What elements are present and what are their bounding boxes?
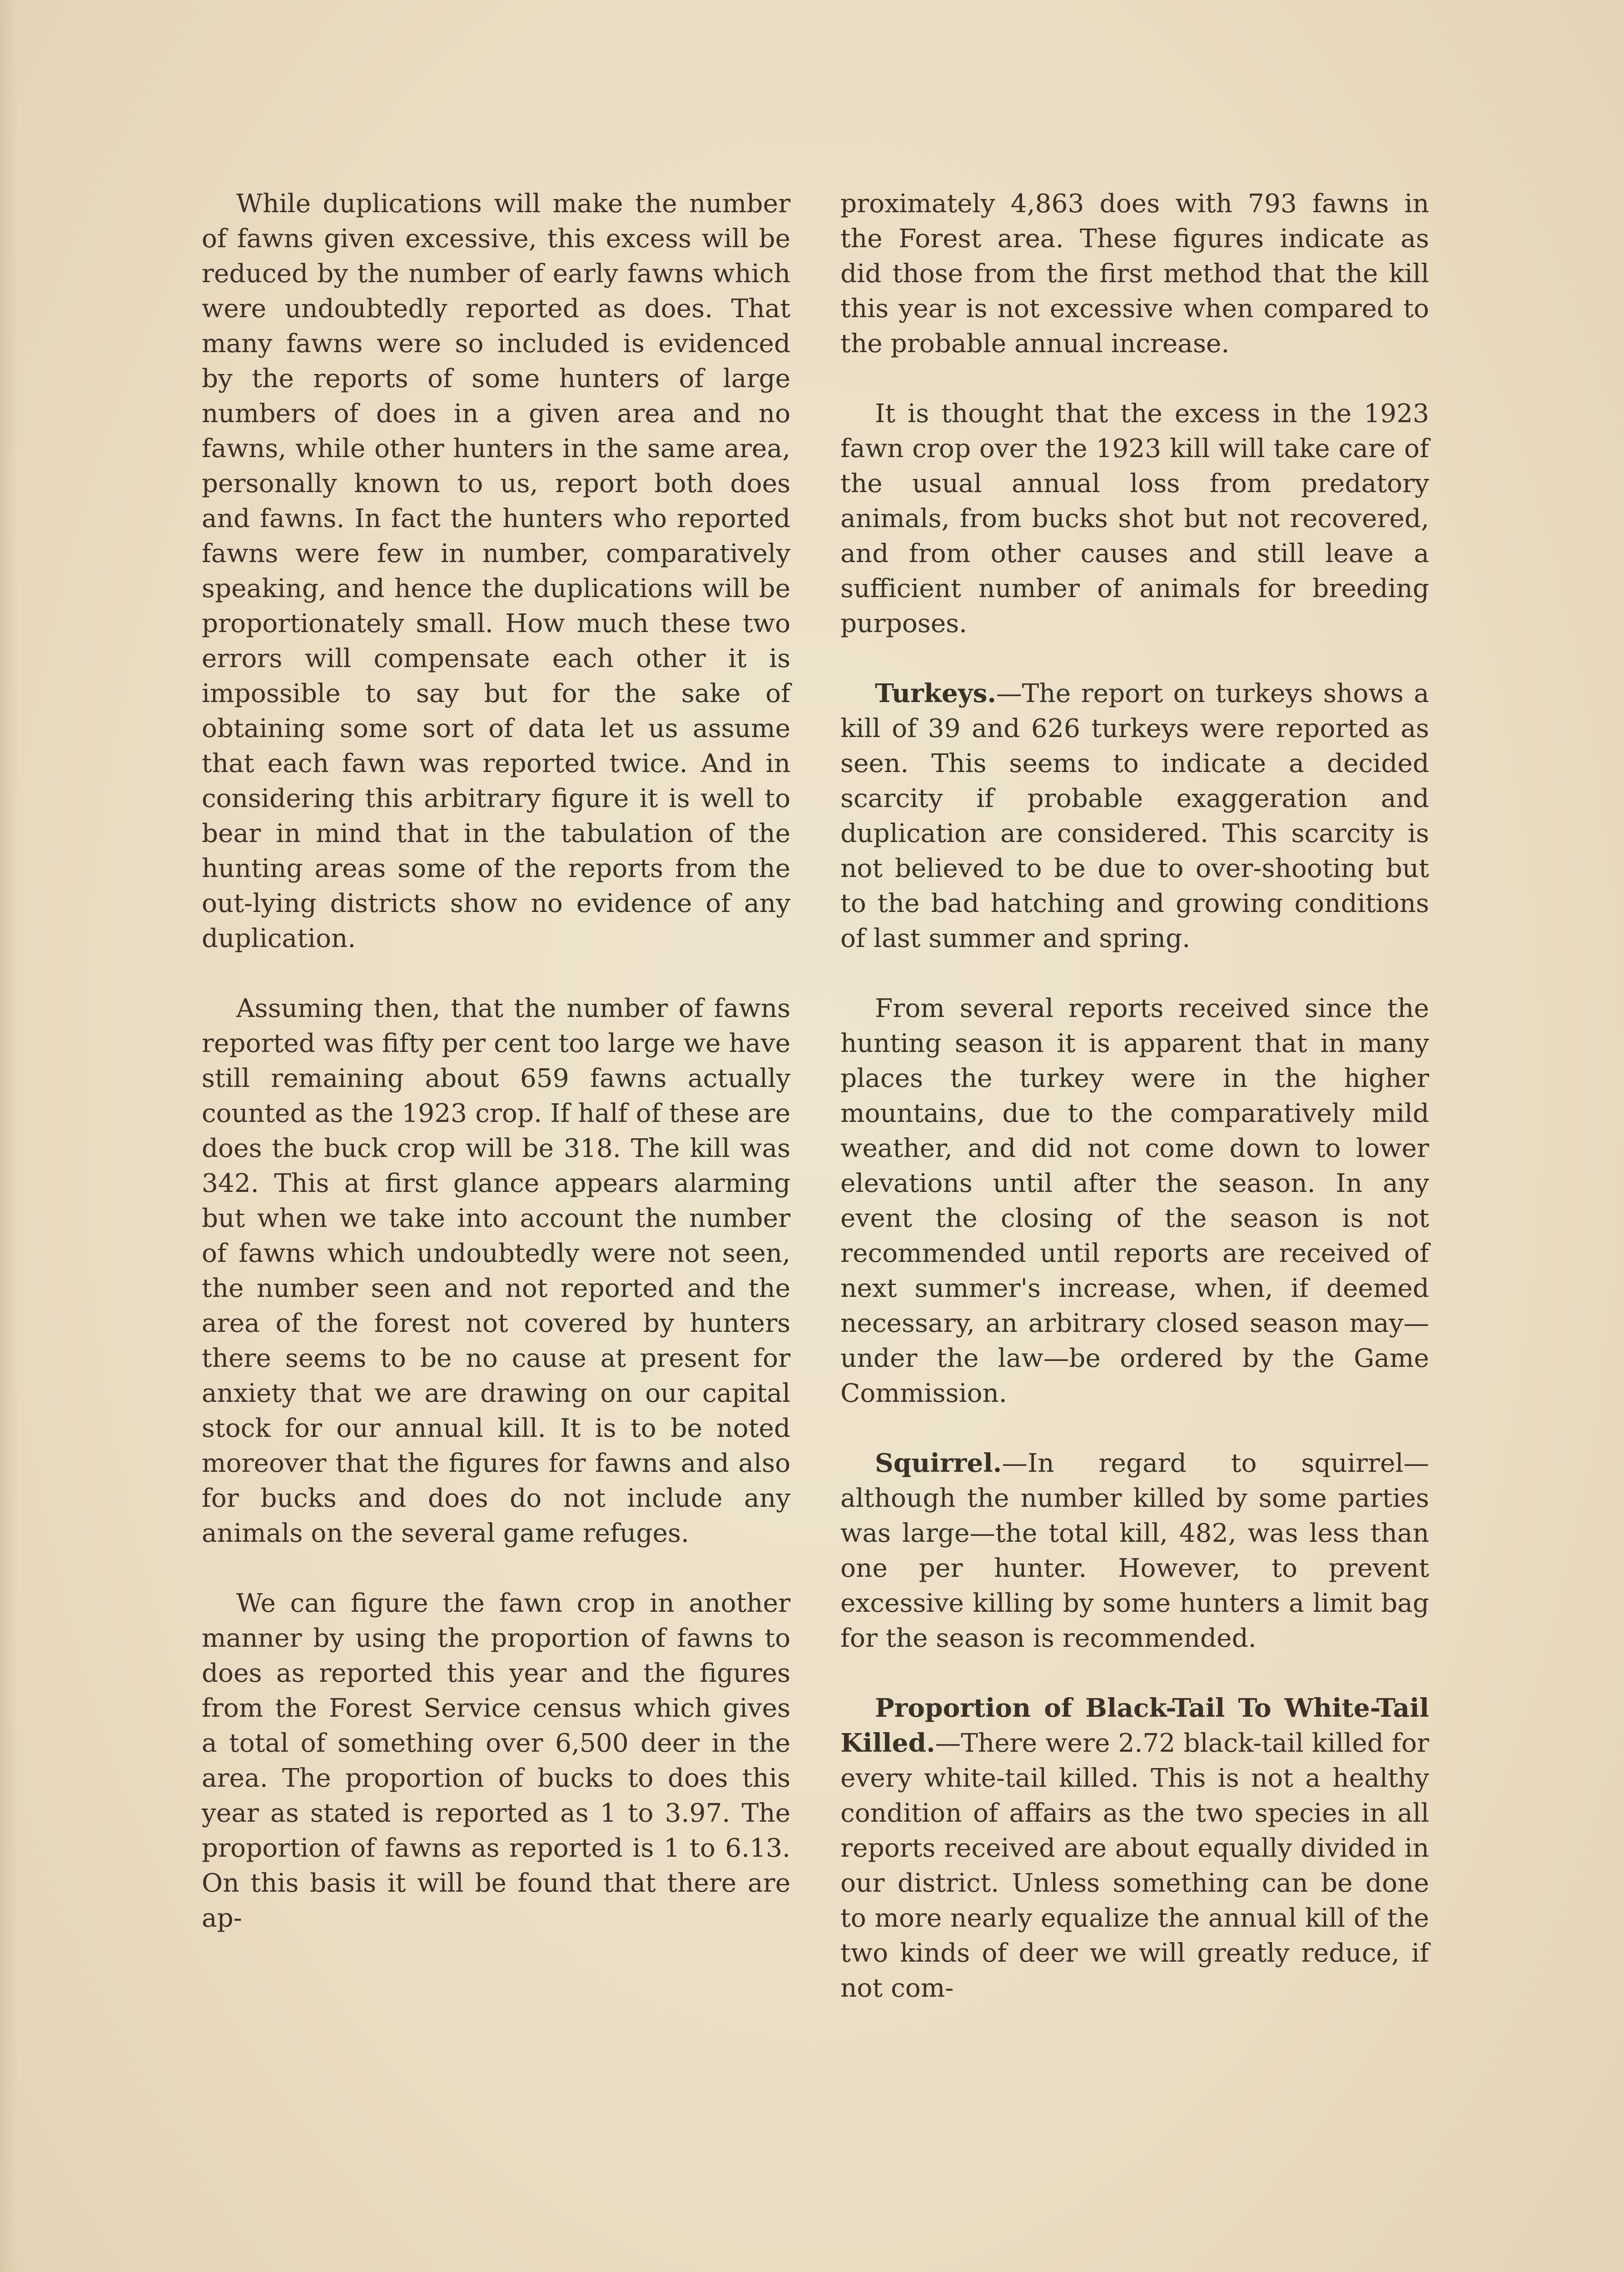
turkeys-text: —The report on turkeys shows a kill of 39 and 626 turkeys were reported as seen. This seems to indicate a decided scarcity if probable exaggeration and duplication are considered. This scarcity is not believed to be due to over-shooting but to the bad hatching and growing conditions of last summer and spring.	[840, 679, 1429, 953]
page-edge-shadow	[0, 0, 18, 2272]
paragraph-excess: It is thought that the excess in the 1923 fawn crop over the 1923 kill will take care of the usual annual loss from predatory animals, from bucks shot but not recovered, and from other causes and still leave a sufficient number of animals for breeding purposes.	[840, 399, 1429, 638]
squirrel-text: —In regard to squirrel—although the number killed by some parties was large—the total kill, 482, was less than one per hunter. However, to prevent excessive killing by some hunters a limit bag for the season is recommended.	[840, 1449, 1429, 1653]
paragraph-turkeys	[840, 676, 1429, 956]
paragraph-turkey-reports: From several reports received since the hunting season it is apparent that in many places the turkey were in the higher mountains, due to the comparatively mild weather, and did not come down to lower elevations until after the season. In any event the closing of the season is not recommended until reports are received of next summer's increase, when, if deemed necessary, an arbitrary closed season may—under the law—be ordered by the Game Commission.	[840, 994, 1429, 1408]
right-column	[840, 186, 1429, 2006]
paragraph-proportion	[840, 1691, 1429, 2006]
paragraph-duplications: While duplications will make the number of fawns given excessive, this excess will be reduced by the number of early fawns which were undoubtedly reported as does. That many fawns were so included is evidenced by the reports of some hunters of large numbers of does in a given area and no fawns, while other hunters in the same area, personally known to us, report both does and fawns. In fact the hunters who reported fawns were few in number, comparatively speaking, and hence the duplications will be proportionately small. How much these two errors will compensate each other it is impossible to say but for the sake of obtaining some sort of data let us assume that each fawn was reported twice. And in considering this arbitrary figure it is well to bear in mind that in the tabulation of the hunting areas some of the reports from the out-lying districts show no evidence of any duplication.	[202, 189, 790, 953]
heading-turkeys: Turkeys.	[875, 678, 997, 708]
paragraph-does-fawns-continued: proximately 4,863 does with 793 fawns in the Forest area. These figures indicate as did those from the first method that the kill this year is not excessive when compared to the probable annual increase.	[840, 189, 1429, 359]
paragraph-fawn-crop: We can figure the fawn crop in another manner by using the proportion of fawns to does as reported this year and the figures from the Forest Service census which gives a total of something over 6,500 deer in the area. The proportion of bucks to does this year as stated is reported as 1 to 3.97. The proportion of fawns as reported is 1 to 6.13. On this basis it will be found that there are ap-	[202, 1589, 790, 1933]
heading-squirrel: Squirrel.	[875, 1448, 1002, 1478]
left-column	[202, 186, 790, 1936]
paragraph-assuming: Assuming then, that the number of fawns reported was fifty per cent too large we have still remaining about 659 fawns actually counted as the 1923 crop. If half of these are does the buck crop will be 318. The kill was 342. This at first glance appears alarming but when we take into account the number of fawns which undoubtedly were not seen, the number seen and not reported and the area of the forest not covered by hunters there seems to be no cause at present for anxiety that we are drawing on our capital stock for our annual kill. It is to be noted moreover that the figures for fawns and also for bucks and does do not include any animals on the several game refuges.	[202, 994, 790, 1548]
heading-proportion: Proportion of Black-Tail To White-Tail Killed.	[840, 1693, 1429, 1758]
paragraph-squirrel	[840, 1446, 1429, 1656]
proportion-text: —There were 2.72 black-tail killed for every white-tail killed. This is not a healthy condition of affairs as the two species in all reports received are about equally divided in our district. Unless something can be done to more nearly equalize the annual kill of the two kinds of deer we will greatly reduce, if not com-	[840, 1729, 1429, 2003]
